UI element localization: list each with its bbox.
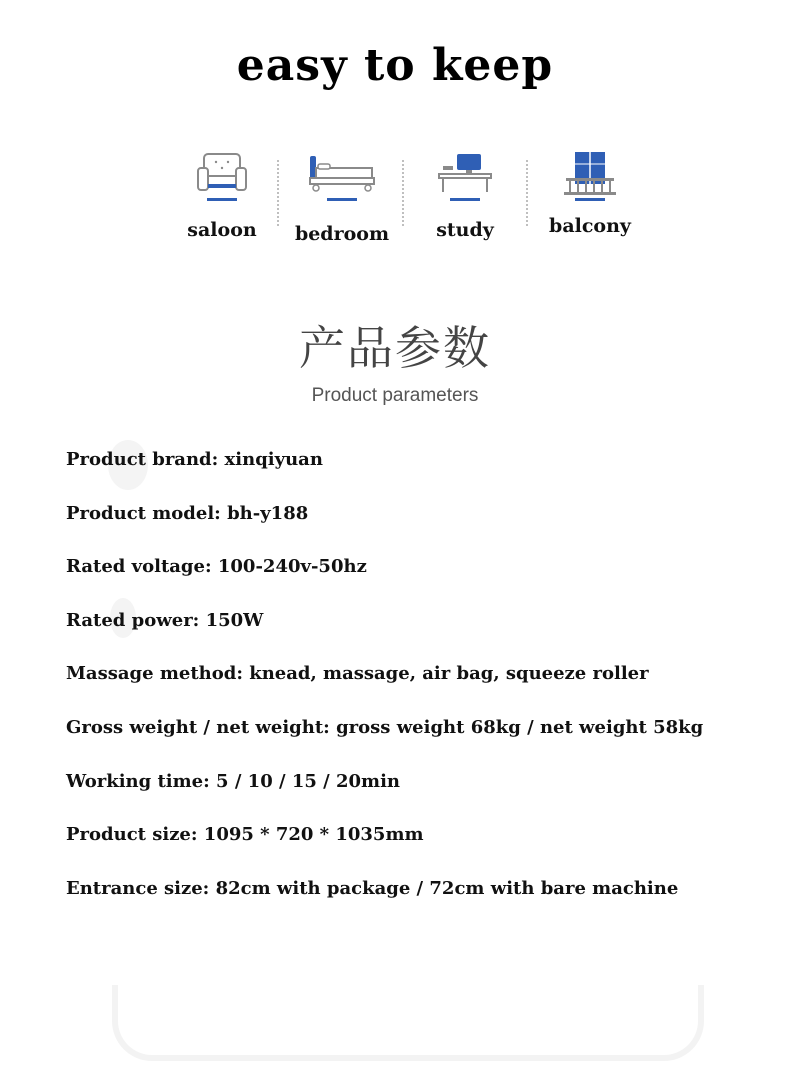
room-divider [277, 160, 279, 226]
bed-icon [304, 150, 380, 194]
room-label-study: study [436, 219, 494, 241]
accent-bar [450, 198, 480, 201]
room-divider [402, 160, 404, 226]
parameter-item: Gross weight / net weight: gross weight 68kg / net weight 58kg [66, 716, 704, 738]
page-title: easy to keep [236, 40, 554, 91]
parameter-item: Rated voltage: 100-240v-50hz [66, 556, 367, 578]
parameter-item: Product brand: xinqiyuan [66, 449, 323, 470]
room-balcony [530, 150, 650, 260]
room-divider [526, 160, 528, 226]
room-label-bedroom: bedroom [294, 223, 390, 245]
parameter-item: Working time: 5 / 10 / 15 / 20min [66, 770, 401, 792]
parameter-item: Rated power: 150W [66, 609, 264, 631]
parameter-item: Product model: bh-y188 [66, 502, 309, 524]
section-title-english: Product parameters [311, 385, 479, 406]
section-title-chinese: 产品参数 [299, 321, 491, 375]
background-ghost-arc [112, 985, 704, 1061]
accent-bar [327, 198, 357, 201]
desk-computer-icon [435, 150, 495, 194]
parameter-item: Product size: 1095 * 720 * 1035mm [66, 824, 424, 846]
parameter-list [66, 446, 766, 928]
accent-bar [575, 198, 605, 201]
parameter-item: Massage method: knead, massage, air bag, squeeze roller [66, 663, 649, 685]
parameter-item: Entrance size: 82cm with package / 72cm with bare machine [66, 877, 679, 899]
room-label-saloon: saloon [187, 219, 257, 241]
balcony-door-icon [560, 150, 620, 198]
room-saloon [162, 150, 282, 260]
accent-bar [207, 198, 237, 201]
room-bedroom [282, 150, 402, 260]
room-icons-row [0, 150, 790, 270]
room-label-balcony: balcony [549, 215, 631, 237]
room-study [405, 150, 525, 260]
armchair-icon [194, 150, 250, 194]
